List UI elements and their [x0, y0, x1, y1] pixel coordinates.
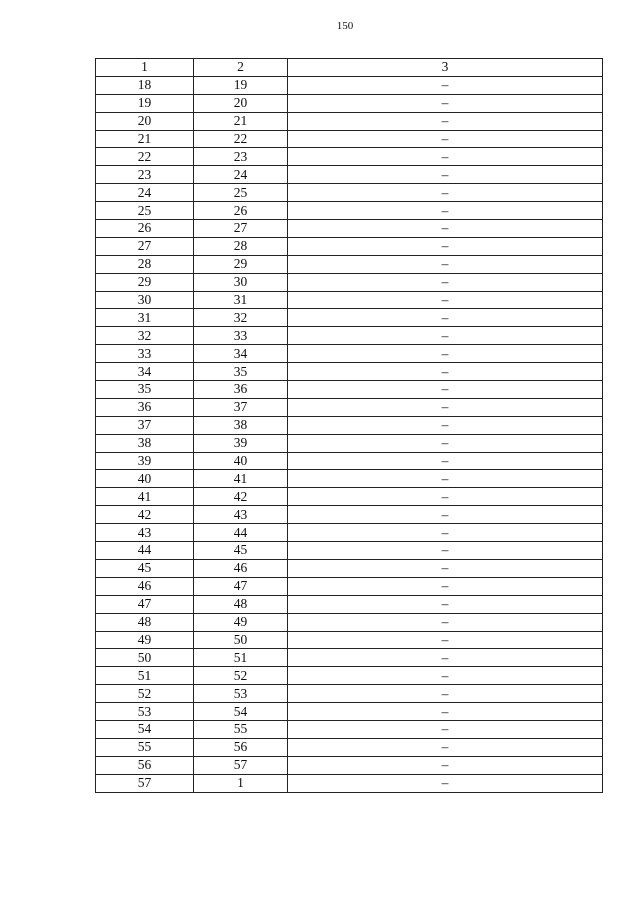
cell-col-2: 35 [194, 363, 288, 381]
cell-col-2: 20 [194, 94, 288, 112]
cell-col-2: 24 [194, 166, 288, 184]
table-row [96, 237, 603, 255]
cell-col-3: – [288, 345, 603, 363]
table-row [96, 738, 603, 756]
cell-col-2: 29 [194, 255, 288, 273]
table-row [96, 631, 603, 649]
table-row [96, 595, 603, 613]
cell-col-2: 52 [194, 667, 288, 685]
table-row [96, 76, 603, 94]
cell-col-1: 29 [96, 273, 194, 291]
cell-col-1: 20 [96, 112, 194, 130]
cell-col-1: 23 [96, 166, 194, 184]
cell-col-1: 34 [96, 363, 194, 381]
cell-col-2: 54 [194, 703, 288, 721]
cell-col-3: – [288, 720, 603, 738]
table-row [96, 559, 603, 577]
cell-col-3: – [288, 112, 603, 130]
cell-col-2: 48 [194, 595, 288, 613]
table-row [96, 774, 603, 792]
cell-col-1: 35 [96, 381, 194, 399]
cell-col-3: – [288, 327, 603, 345]
cell-col-2: 19 [194, 76, 288, 94]
cell-col-2: 30 [194, 273, 288, 291]
cell-col-3: – [288, 595, 603, 613]
cell-col-2: 22 [194, 130, 288, 148]
cell-col-2: 21 [194, 112, 288, 130]
table-row [96, 524, 603, 542]
table-row [96, 470, 603, 488]
cell-col-1: 53 [96, 703, 194, 721]
header-col-2: 2 [194, 59, 288, 77]
cell-col-2: 55 [194, 720, 288, 738]
table-row [96, 166, 603, 184]
cell-col-2: 23 [194, 148, 288, 166]
cell-col-3: – [288, 130, 603, 148]
cell-col-1: 25 [96, 202, 194, 220]
table-row [96, 255, 603, 273]
cell-col-3: – [288, 774, 603, 792]
table-body [96, 76, 603, 792]
cell-col-2: 51 [194, 649, 288, 667]
cell-col-3: – [288, 577, 603, 595]
cell-col-3: – [288, 506, 603, 524]
cell-col-1: 26 [96, 220, 194, 238]
cell-col-3: – [288, 452, 603, 470]
table-row [96, 667, 603, 685]
cell-col-1: 52 [96, 685, 194, 703]
cell-col-3: – [288, 738, 603, 756]
cell-col-3: – [288, 309, 603, 327]
cell-col-3: – [288, 667, 603, 685]
cell-col-2: 28 [194, 237, 288, 255]
cell-col-1: 28 [96, 255, 194, 273]
cell-col-1: 55 [96, 738, 194, 756]
table-row [96, 488, 603, 506]
cell-col-1: 18 [96, 76, 194, 94]
cell-col-1: 42 [96, 506, 194, 524]
cell-col-2: 53 [194, 685, 288, 703]
table-row [96, 720, 603, 738]
cell-col-3: – [288, 488, 603, 506]
cell-col-3: – [288, 94, 603, 112]
cell-col-1: 56 [96, 756, 194, 774]
cell-col-1: 41 [96, 488, 194, 506]
cell-col-3: – [288, 220, 603, 238]
cell-col-2: 39 [194, 434, 288, 452]
table-row [96, 309, 603, 327]
cell-col-1: 45 [96, 559, 194, 577]
cell-col-2: 40 [194, 452, 288, 470]
cell-col-1: 30 [96, 291, 194, 309]
cell-col-2: 38 [194, 416, 288, 434]
table-row [96, 452, 603, 470]
cell-col-2: 41 [194, 470, 288, 488]
cell-col-2: 37 [194, 398, 288, 416]
cell-col-3: – [288, 434, 603, 452]
cell-col-1: 22 [96, 148, 194, 166]
table-row [96, 345, 603, 363]
cell-col-1: 36 [96, 398, 194, 416]
cell-col-2: 32 [194, 309, 288, 327]
table-row [96, 273, 603, 291]
table-row [96, 756, 603, 774]
cell-col-1: 57 [96, 774, 194, 792]
cell-col-1: 46 [96, 577, 194, 595]
cell-col-2: 25 [194, 184, 288, 202]
cell-col-3: – [288, 524, 603, 542]
cell-col-2: 43 [194, 506, 288, 524]
table-row [96, 363, 603, 381]
table-row [96, 506, 603, 524]
table-row [96, 416, 603, 434]
table-row [96, 220, 603, 238]
cell-col-3: – [288, 613, 603, 631]
cell-col-1: 24 [96, 184, 194, 202]
cell-col-2: 49 [194, 613, 288, 631]
cell-col-3: – [288, 291, 603, 309]
cell-col-2: 57 [194, 756, 288, 774]
cell-col-2: 50 [194, 631, 288, 649]
table-row [96, 685, 603, 703]
cell-col-3: – [288, 202, 603, 220]
cell-col-1: 33 [96, 345, 194, 363]
table-row [96, 613, 603, 631]
cell-col-3: – [288, 756, 603, 774]
cell-col-1: 51 [96, 667, 194, 685]
cell-col-2: 27 [194, 220, 288, 238]
cell-col-1: 32 [96, 327, 194, 345]
page-number: 150 [336, 20, 354, 32]
cell-col-2: 31 [194, 291, 288, 309]
cell-col-3: – [288, 685, 603, 703]
cell-col-1: 39 [96, 452, 194, 470]
table-row [96, 381, 603, 399]
cell-col-3: – [288, 470, 603, 488]
cell-col-3: – [288, 237, 603, 255]
header-col-1: 1 [96, 59, 194, 77]
table-row [96, 148, 603, 166]
cell-col-2: 34 [194, 345, 288, 363]
table-header [96, 59, 603, 77]
header-col-3: 3 [288, 59, 603, 77]
cell-col-1: 49 [96, 631, 194, 649]
table-row [96, 184, 603, 202]
cell-col-1: 40 [96, 470, 194, 488]
cell-col-3: – [288, 416, 603, 434]
table-row [96, 130, 603, 148]
cell-col-3: – [288, 381, 603, 399]
cell-col-1: 43 [96, 524, 194, 542]
table-row [96, 94, 603, 112]
table-row [96, 542, 603, 560]
cell-col-1: 50 [96, 649, 194, 667]
cell-col-2: 44 [194, 524, 288, 542]
cell-col-2: 36 [194, 381, 288, 399]
cell-col-2: 26 [194, 202, 288, 220]
cell-col-1: 19 [96, 94, 194, 112]
cell-col-1: 54 [96, 720, 194, 738]
table-row [96, 434, 603, 452]
cell-col-2: 45 [194, 542, 288, 560]
cell-col-1: 44 [96, 542, 194, 560]
table-row [96, 327, 603, 345]
cell-col-2: 56 [194, 738, 288, 756]
cell-col-3: – [288, 255, 603, 273]
cell-col-2: 47 [194, 577, 288, 595]
cell-col-3: – [288, 542, 603, 560]
table-row [96, 703, 603, 721]
table-row [96, 398, 603, 416]
cell-col-1: 31 [96, 309, 194, 327]
cell-col-3: – [288, 76, 603, 94]
cell-col-3: – [288, 166, 603, 184]
table-row [96, 112, 603, 130]
data-table [95, 58, 603, 793]
table-row [96, 649, 603, 667]
cell-col-3: – [288, 398, 603, 416]
cell-col-3: – [288, 363, 603, 381]
cell-col-1: 37 [96, 416, 194, 434]
cell-col-1: 27 [96, 237, 194, 255]
table-row [96, 291, 603, 309]
cell-col-1: 38 [96, 434, 194, 452]
cell-col-1: 48 [96, 613, 194, 631]
cell-col-3: – [288, 703, 603, 721]
cell-col-2: 42 [194, 488, 288, 506]
cell-col-2: 33 [194, 327, 288, 345]
table-row [96, 202, 603, 220]
cell-col-3: – [288, 631, 603, 649]
table-row [96, 577, 603, 595]
cell-col-1: 47 [96, 595, 194, 613]
cell-col-2: 1 [194, 774, 288, 792]
header-row [96, 59, 603, 77]
cell-col-3: – [288, 184, 603, 202]
cell-col-1: 21 [96, 130, 194, 148]
cell-col-3: – [288, 148, 603, 166]
cell-col-3: – [288, 649, 603, 667]
cell-col-3: – [288, 273, 603, 291]
cell-col-3: – [288, 559, 603, 577]
cell-col-2: 46 [194, 559, 288, 577]
